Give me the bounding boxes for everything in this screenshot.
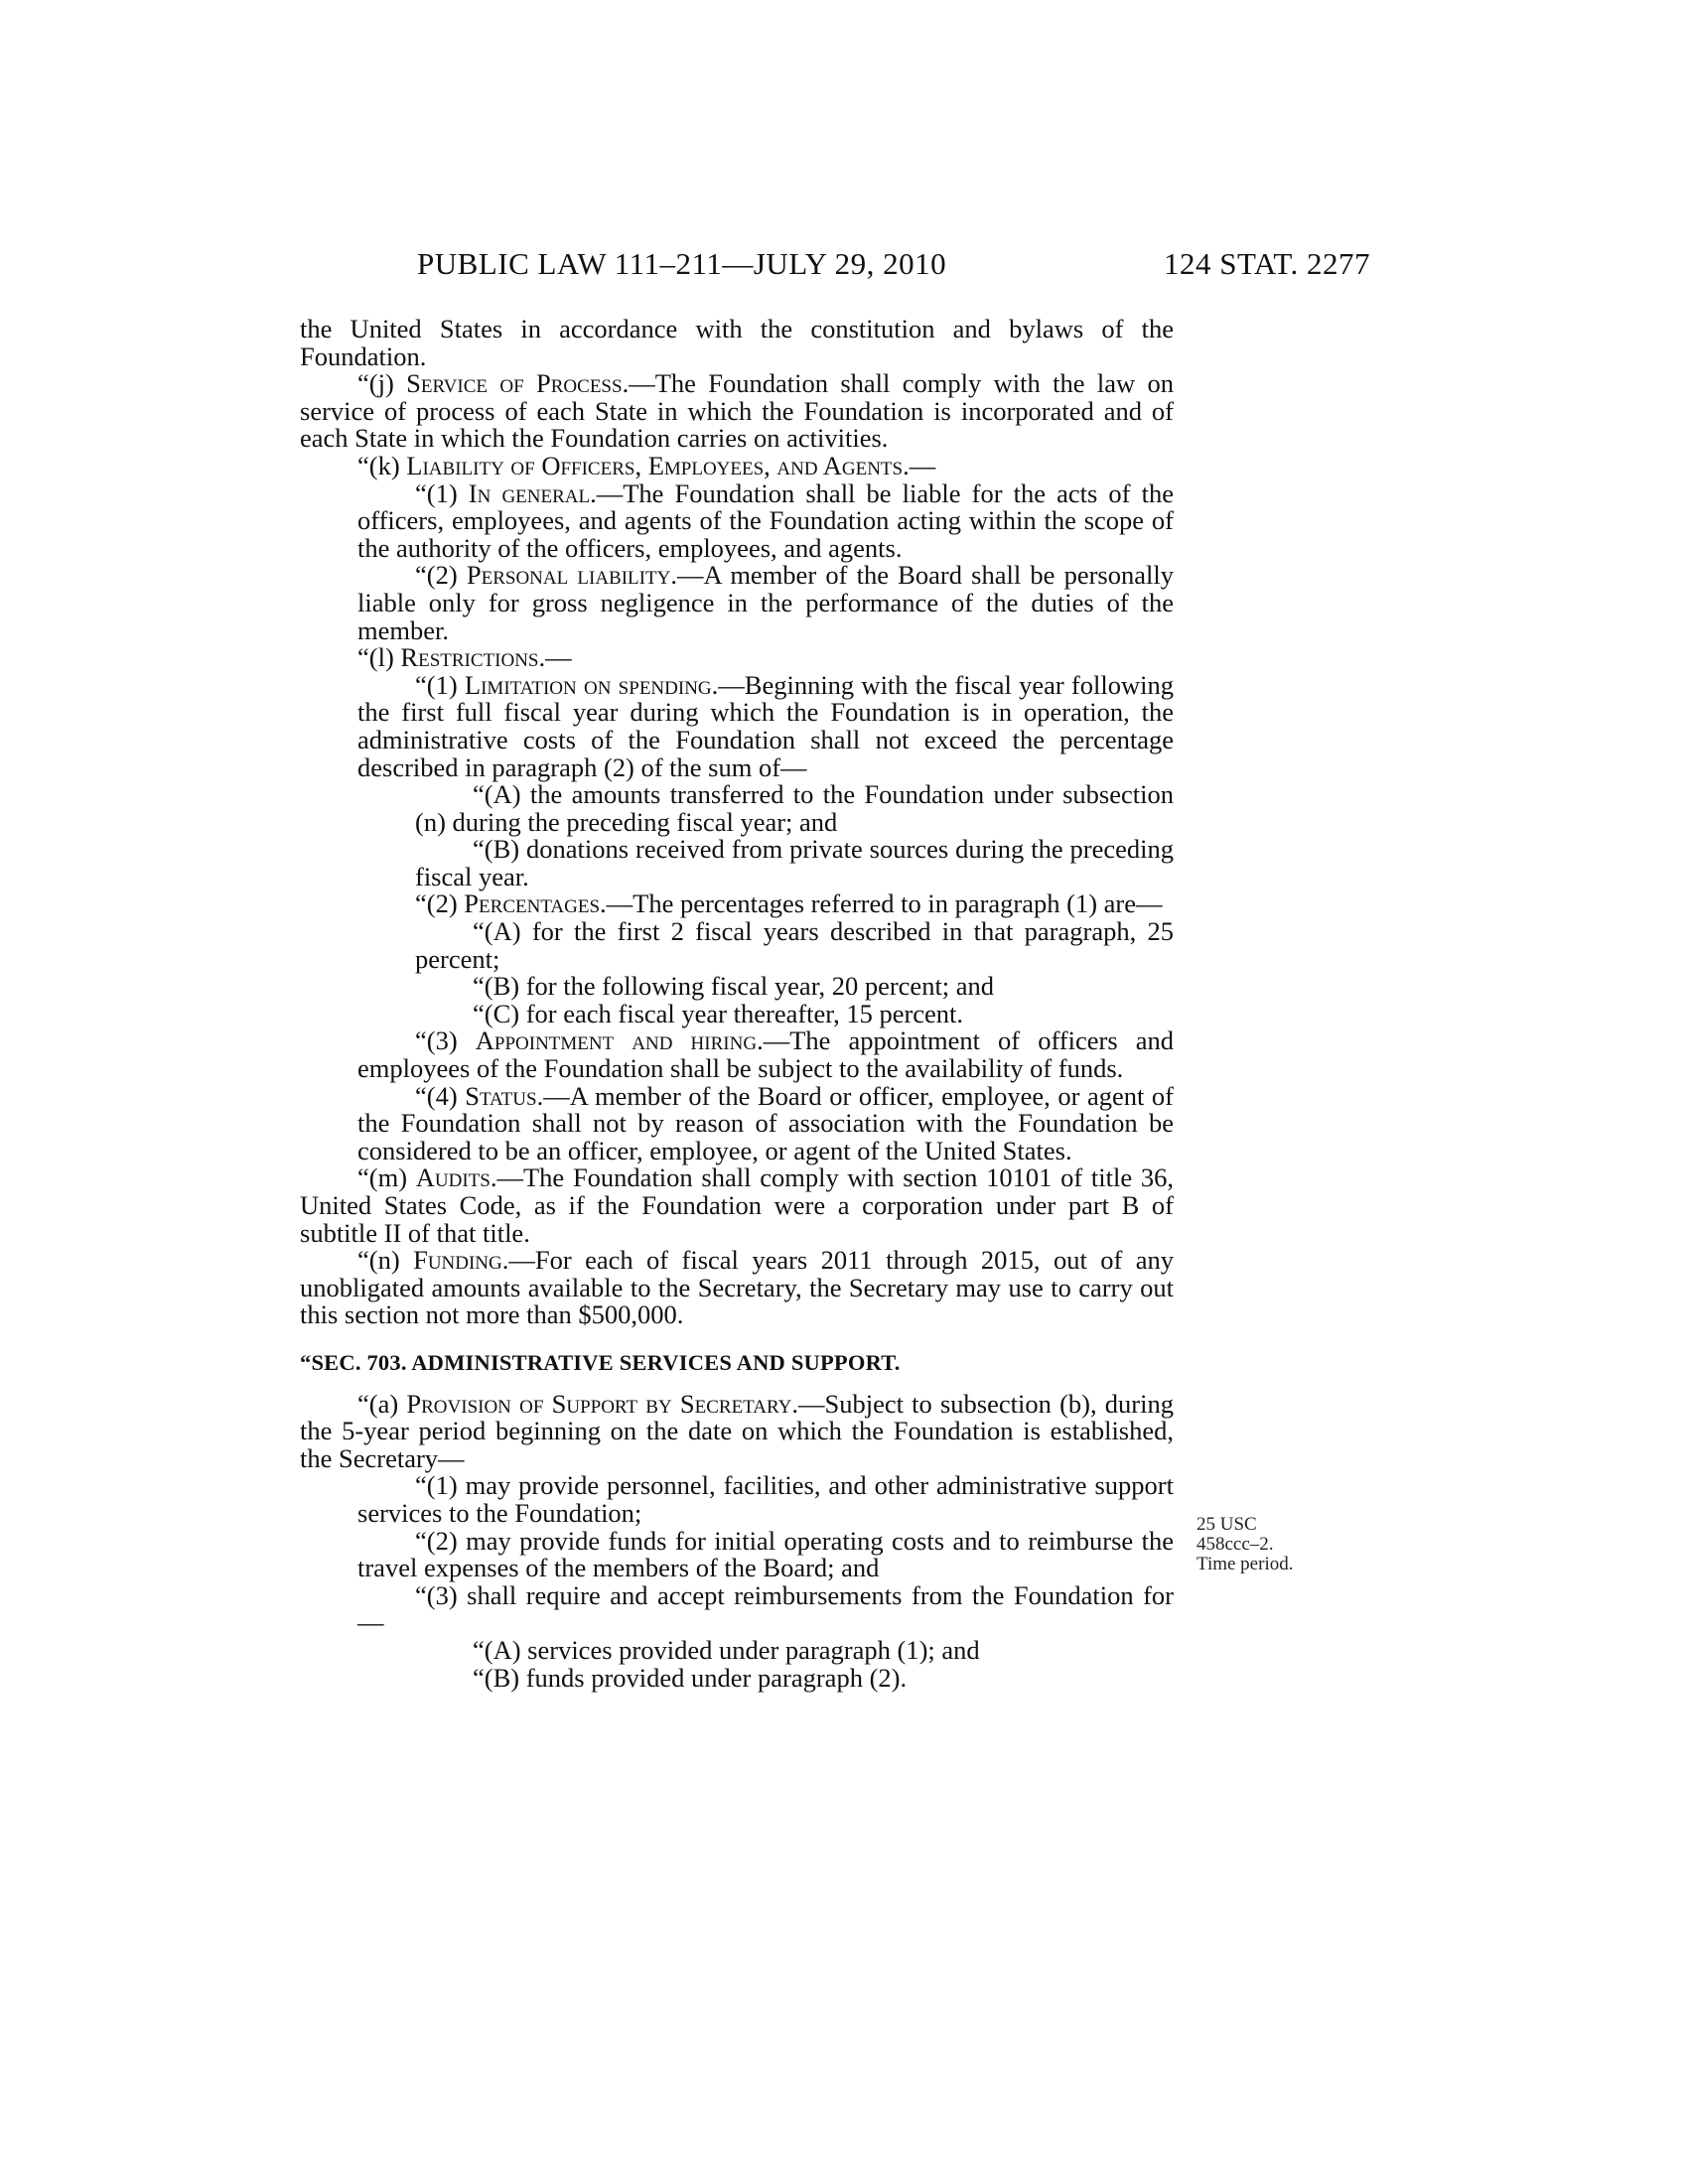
page-header xyxy=(298,246,1370,286)
margin-note-time-period: Time period. xyxy=(1196,1554,1294,1574)
paragraph-703a1: “(1) may provide personnel, facilities, and other administrative support services to the Foundation; xyxy=(357,1470,1174,1528)
paragraph-l2: “(2) Percentages.—The percentages referred to in paragraph (1) are— xyxy=(415,888,1163,919)
section-703-heading: “SEC. 703. ADMINISTRATIVE SERVICES AND SUPPORT. xyxy=(300,1349,901,1375)
subparagraph-703a3b: “(B) funds provided under paragraph (2). xyxy=(473,1662,908,1693)
paragraph-703a2: “(2) may provide funds for initial operating costs and to reimburse the travel expenses of the members of the Board; and xyxy=(357,1525,1174,1583)
paragraph-heading: Personal liability xyxy=(466,560,671,591)
subsection-j: “(j) Service of Process.—The Foundation shall comply with the law on service of process of each State in which the Foundation is incorporated and of each State in which the Foundation carries on activities. xyxy=(300,368,1175,454)
statute-body xyxy=(300,316,1174,1692)
paragraph-k2: “(2) Personal liability.—A member of the Board shall be personally liable only for gross negligence in the performance of the duties of the member. xyxy=(357,560,1174,645)
subsection-heading: Provision of Support by Secretary xyxy=(406,1388,792,1419)
subsection-n: “(n) Funding.—For each of fiscal years 2011 through 2015, out of any unobligated amounts available to the Secretary, the Secretary may use to carry out this section not more than $500,000. xyxy=(300,1245,1174,1330)
paragraph-l1: “(1) Limitation on spending.—Beginning with the fiscal year following the first full fiscal year during which the Foundation is in operation, the administrative costs of the Foundation shall not exceed the percentage described in paragraph (2) of the sum of— xyxy=(357,669,1174,782)
paragraph-heading: Status xyxy=(465,1080,537,1111)
public-law-title: PUBLIC LAW 111–211—JULY 29, 2010 xyxy=(417,246,947,281)
paragraph-k1: “(1) In general.—The Foundation shall be liable for the acts of the officers, employees, and agents of the Foundation acting within the scope of the authority of the officers, employees, and agents. xyxy=(357,478,1174,563)
paragraph-703a3: “(3) shall require and accept reimbursements from the Foundation for— xyxy=(357,1579,1174,1638)
paragraph-l3: “(3) Appointment and hiring.—The appointment of officers and employees of the Foundation shall be subject to the availability of funds. xyxy=(357,1025,1174,1084)
subsection-l: “(l) Restrictions.— xyxy=(357,642,572,673)
margin-note-usc: 25 USC xyxy=(1196,1514,1257,1535)
subparagraph-l2a: “(A) for the first 2 fiscal years described in that paragraph, 25 percent; xyxy=(415,916,1174,974)
subsection-heading: Restrictions xyxy=(400,642,539,673)
subparagraph-l2c: “(C) for each fiscal year thereafter, 15 percent. xyxy=(473,998,964,1028)
paragraph-heading: In general xyxy=(468,478,591,508)
subparagraph-l1b: “(B) donations received from private sources during the preceding fiscal year. xyxy=(415,834,1174,891)
subsection-k: “(k) Liability of Officers, Employees, and Agents.— xyxy=(357,450,936,480)
paragraph-heading: Percentages xyxy=(464,888,601,919)
subparagraph-l2b: “(B) for the following fiscal year, 20 percent; and xyxy=(473,971,995,1002)
subsection-heading: Service of Process xyxy=(406,368,623,399)
subsection-heading: Audits xyxy=(415,1162,491,1193)
subsection-heading: Liability of Officers, Employees, and Agents xyxy=(406,450,904,480)
subsection-m: “(m) Audits.—The Foundation shall comply with section 10101 of title 36, United States Code, as if the Foundation were a corporation under part B of subtitle II of that title. xyxy=(300,1162,1174,1248)
paragraph-heading: Appointment and hiring xyxy=(475,1025,758,1056)
margin-note-section: 458ccc–2. xyxy=(1196,1534,1274,1555)
margin-note xyxy=(1196,1515,1293,1574)
subparagraph-703a3a: “(A) services provided under paragraph (1); and xyxy=(473,1634,980,1665)
paragraph-continuation: the United States in accordance with the constitution and bylaws of the Foundation. xyxy=(300,314,1174,371)
subparagraph-l1a: “(A) the amounts transferred to the Foundation under subsection (n) during the preceding fiscal year; and xyxy=(415,779,1174,837)
subsection-heading: Funding xyxy=(413,1245,502,1276)
paragraph-heading: Limitation on spending xyxy=(464,669,712,700)
subsection-703a: “(a) Provision of Support by Secretary.—Subject to subsection (b), during the 5-year period beginning on the date on which the Foundation is established, the Secretary— xyxy=(300,1388,1174,1473)
statute-page-number: 124 STAT. 2277 xyxy=(1163,246,1370,281)
paragraph-l4: “(4) Status.—A member of the Board or officer, employee, or agent of the Foundation shall not by reason of association with the Foundation be considered to be an officer, employee, or agent of the United States. xyxy=(357,1080,1174,1165)
